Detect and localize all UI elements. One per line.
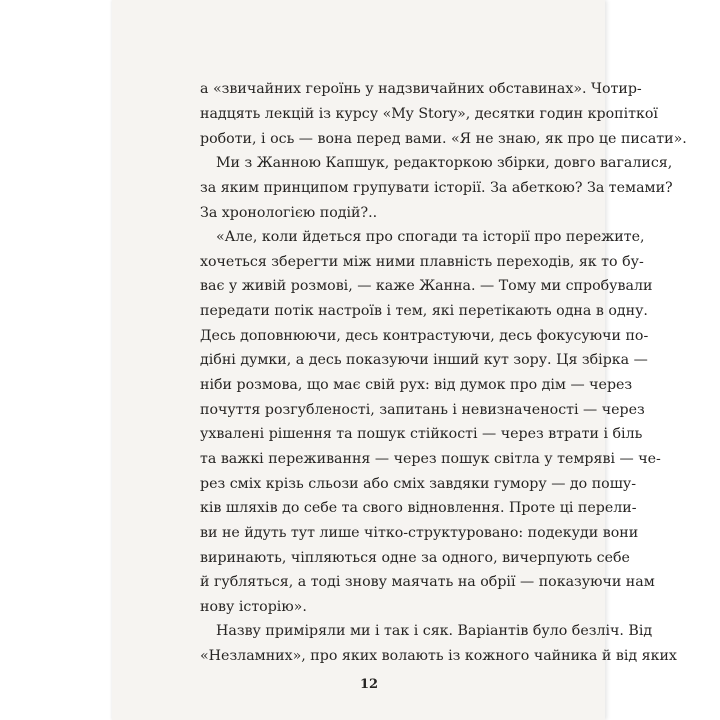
text-line: хочеться зберегти між ними плавність переходів, як то бу- <box>200 254 644 270</box>
text-line: «Але, коли йдеться про спогади та історії про пережите, <box>216 229 645 245</box>
text-line: За хронологією подій?.. <box>200 205 378 221</box>
text-line: надцять лекцій із курсу «My Story», десятки годин кропіткої <box>200 106 658 122</box>
text-line: й губляться, а тоді знову маячать на обрії — показуючи нам <box>200 574 655 590</box>
text-line: передати потік настроїв і тем, які перетікають одна в одну. <box>200 303 648 319</box>
text-line: рез сміх крізь сльози або сміх завдяки гумору — до пошу- <box>200 476 637 492</box>
text-line: дібні думки, а десь показуючи інший кут зору. Ця збірка — <box>200 352 648 368</box>
text-line: Назву приміряли ми і так і сяк. Варіантів було безліч. Від <box>216 623 653 639</box>
text-line: ків шляхів до себе та свого відновлення. Проте ці перели- <box>200 500 637 516</box>
text-line: та важкі переживання — через пошук світла у темряві — че- <box>200 451 661 467</box>
text-line: а «звичайних героїнь у надзвичайних обставинах». Чотир- <box>200 81 642 97</box>
text-line: виринають, чіпляються одне за одного, вичерпують себе <box>200 550 630 566</box>
text-line: за яким принципом групувати історії. За абеткою? За темами? <box>200 180 673 196</box>
text-line: ває у живій розмові, — каже Жанна. — Тому ми спробували <box>200 278 653 294</box>
text-line: Десь доповнюючи, десь контрастуючи, десь фокусуючи по- <box>200 328 649 344</box>
text-line: «Незламних», про яких волають із кожного чайника й від яких <box>200 648 677 664</box>
text-line: ухвалені рішення та пошук стійкості — через втрати і біль <box>200 426 643 442</box>
text-line: нову історію». <box>200 599 307 615</box>
page-number: 12 <box>359 677 379 692</box>
text-line: роботи, і ось — вона перед вами. «Я не знаю, як про це писати». <box>200 131 687 147</box>
text-line: почуття розгубленості, запитань і невизначеності — через <box>200 402 645 418</box>
text-line: ви не йдуть тут лише чітко-структуровано: подекуди вони <box>200 525 639 541</box>
text-line: Ми з Жанною Капшук, редакторкою збірки, довго вагалися, <box>216 155 673 171</box>
text-line: ніби розмова, що має свій рух: від думок про дім — через <box>200 377 633 393</box>
